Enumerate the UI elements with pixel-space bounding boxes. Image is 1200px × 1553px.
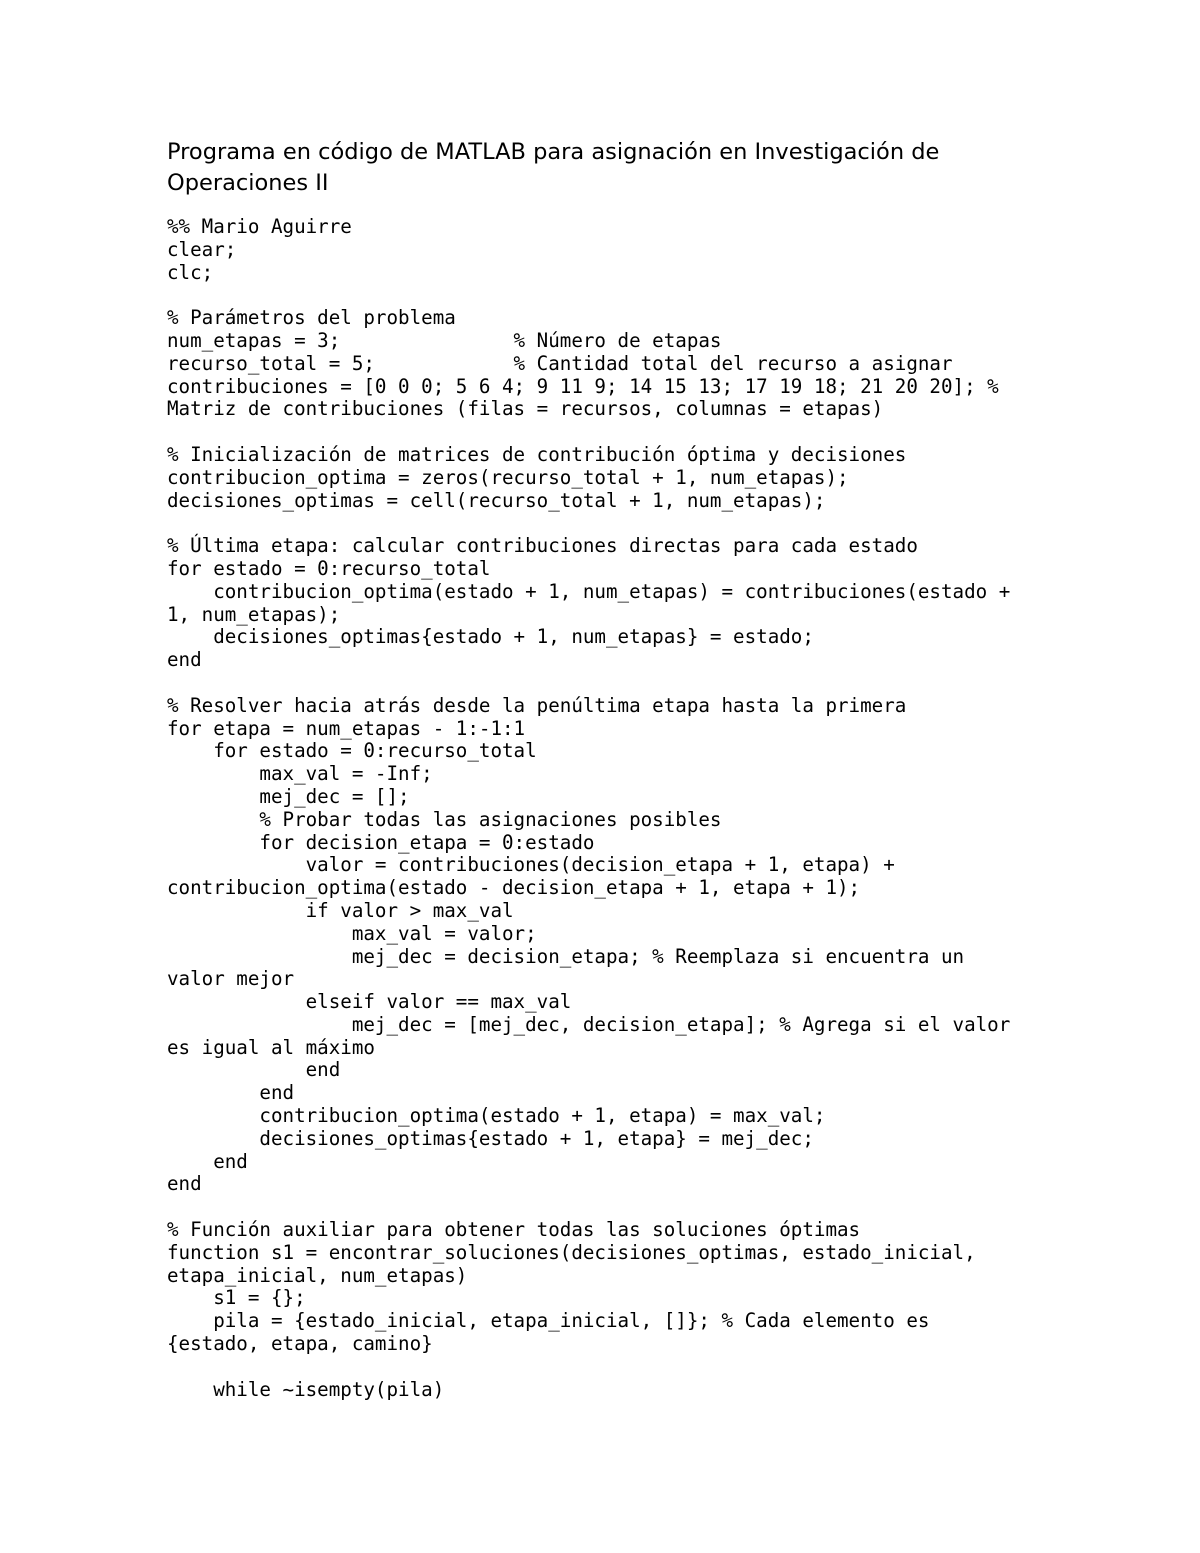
code-line (167, 512, 1067, 535)
code-line: contribucion_optima(estado - decision_etapa + 1, etapa + 1); (167, 876, 861, 900)
code-line: valor mejor (167, 967, 295, 991)
code-line (167, 421, 1067, 444)
code-line: if valor > max_val (167, 898, 514, 922)
code-line: end (167, 1058, 341, 1082)
code-line: function s1 = encontrar_soluciones(decisiones_optimas, estado_inicial, (167, 1240, 976, 1264)
code-line (167, 672, 1067, 695)
code-line: {estado, etapa, camino} (167, 1332, 433, 1356)
code-line: pila = {estado_inicial, etapa_inicial, []}; % Cada elemento es (167, 1309, 930, 1333)
code-line: % Parámetros del problema (167, 306, 456, 330)
code-line: contribucion_optima(estado + 1, etapa) = max_val; (167, 1104, 826, 1128)
code-line: decisiones_optimas{estado + 1, etapa} = mej_dec; (167, 1126, 814, 1150)
code-line: contribuciones = [0 0 0; 5 6 4; 9 11 9; 14 15 13; 17 19 18; 21 20 20]; % (167, 374, 999, 398)
code-line: mej_dec = [mej_dec, decision_etapa]; % Agrega si el valor (167, 1012, 1011, 1036)
code-line: etapa_inicial, num_etapas) (167, 1263, 468, 1287)
code-line: %% Mario Aguirre (167, 215, 352, 238)
code-line: contribucion_optima(estado + 1, num_etapas) = contribuciones(estado + (167, 579, 1011, 603)
code-line: es igual al máximo (167, 1035, 375, 1059)
code-line: mej_dec = []; (167, 784, 410, 808)
code-line: for etapa = num_etapas - 1:-1:1 (167, 716, 526, 740)
code-line: % Inicialización de matrices de contribución óptima y decisiones (167, 442, 907, 466)
code-line: Matriz de contribuciones (filas = recursos, columnas = etapas) (167, 397, 884, 421)
code-line: decisiones_optimas = cell(recurso_total + 1, num_etapas); (167, 488, 826, 512)
code-line: clc; (167, 260, 214, 284)
code-line: decisiones_optimas{estado + 1, num_etapas} = estado; (167, 625, 814, 649)
code-line: valor = contribuciones(decision_etapa + 1, etapa) + (167, 853, 895, 877)
code-line: end (167, 1149, 248, 1173)
code-line: recurso_total = 5; % Cantidad total del recurso a asignar (167, 351, 953, 375)
document-title: Programa en código de MATLAB para asignación en Investigación de Operaciones II (167, 139, 940, 196)
code-line: % Última etapa: calcular contribuciones directas para cada estado (167, 534, 918, 558)
code-line: for estado = 0:recurso_total (167, 556, 491, 580)
code-line (167, 284, 1067, 307)
code-line: end (167, 648, 202, 672)
code-line: end (167, 1081, 295, 1105)
code-line: num_etapas = 3; % Número de etapas (167, 328, 722, 352)
code-line: max_val = valor; (167, 921, 537, 945)
code-line (167, 1356, 1067, 1379)
code-line: % Probar todas las asignaciones posibles (167, 807, 722, 831)
code-line: while ~isempty(pila) (167, 1377, 445, 1401)
code-line: contribucion_optima = zeros(recurso_total + 1, num_etapas); (167, 465, 849, 489)
code-line (167, 1196, 1067, 1219)
code-line: max_val = -Inf; (167, 762, 433, 786)
code-line: end (167, 1172, 202, 1196)
code-line: 1, num_etapas); (167, 602, 341, 626)
code-line: s1 = {}; (167, 1286, 306, 1310)
code-line: mej_dec = decision_etapa; % Reemplaza si encuentra un (167, 944, 965, 968)
code-line: % Resolver hacia atrás desde la penúltima etapa hasta la primera (167, 693, 907, 717)
code-line: clear; (167, 237, 237, 261)
code-line: elseif valor == max_val (167, 990, 572, 1014)
code-line: for estado = 0:recurso_total (167, 739, 537, 763)
code-line: % Función auxiliar para obtener todas las soluciones óptimas (167, 1218, 861, 1242)
code-block (167, 216, 1067, 1401)
code-line: for decision_etapa = 0:estado (167, 830, 595, 854)
